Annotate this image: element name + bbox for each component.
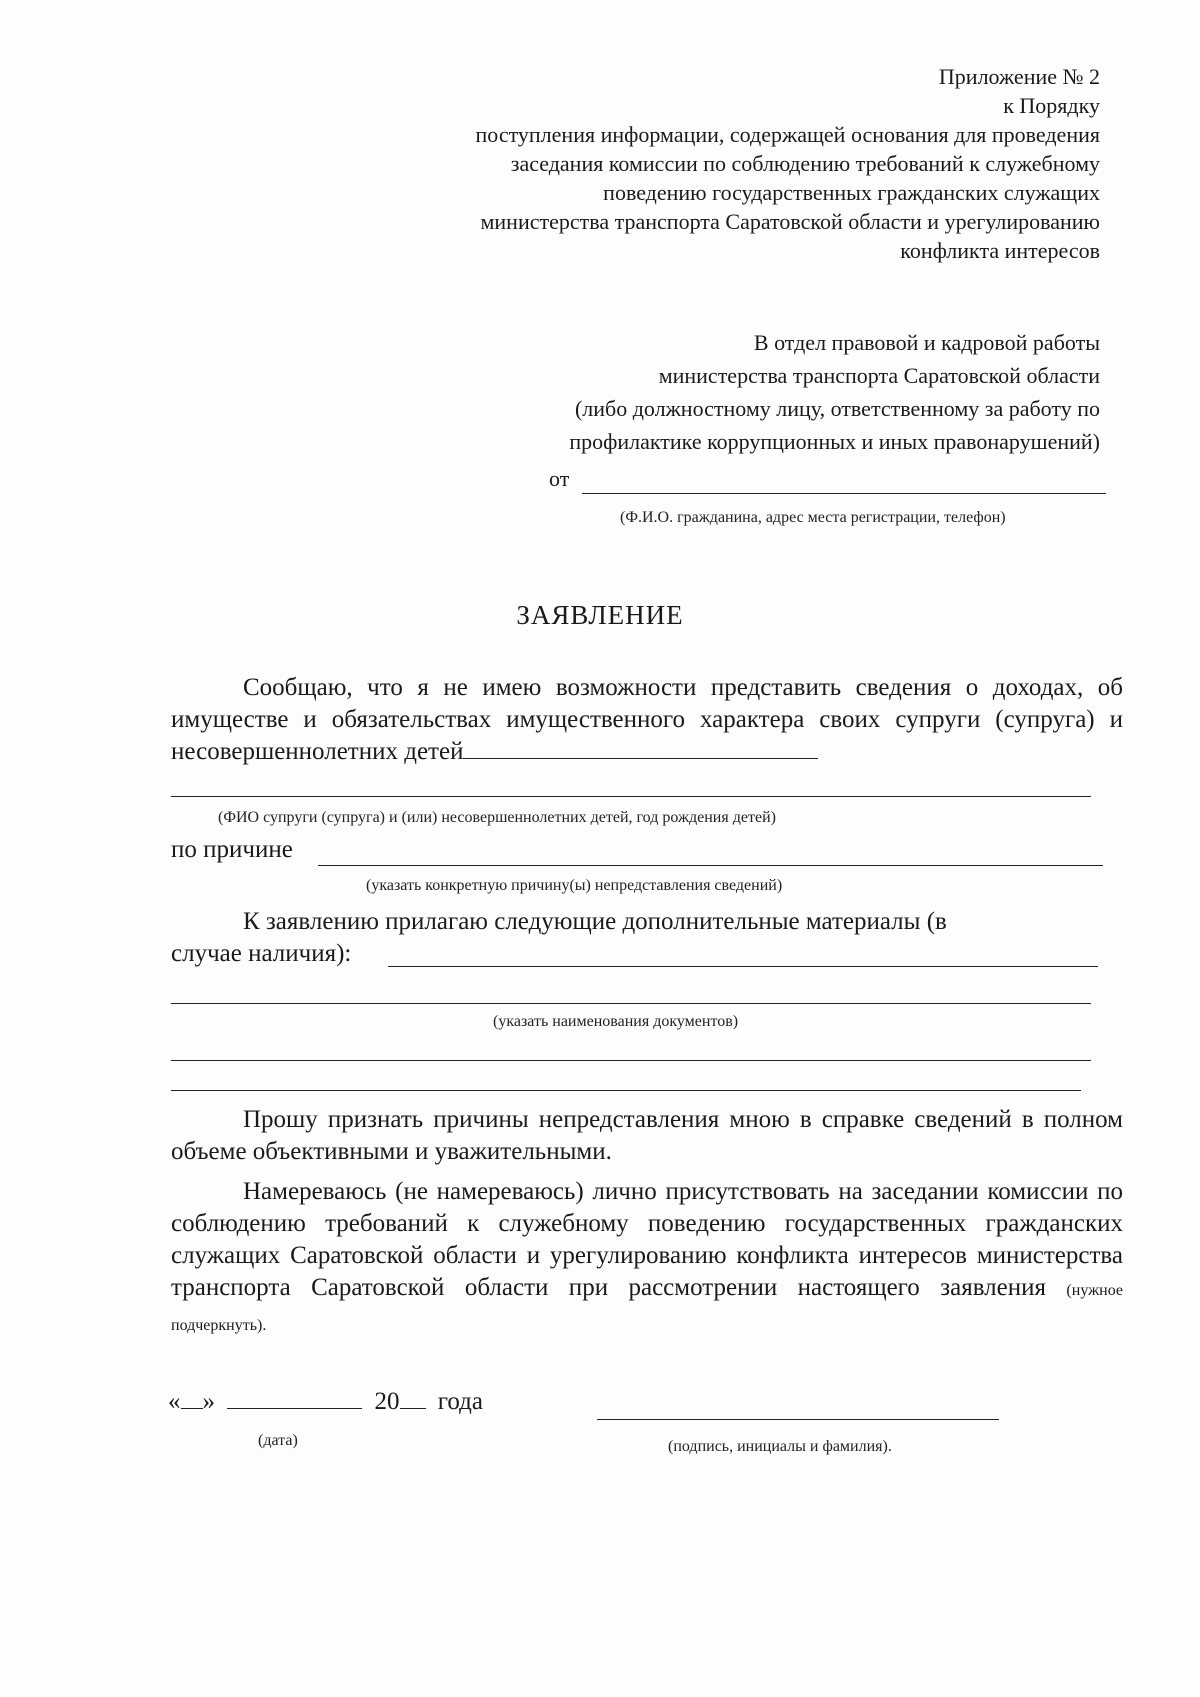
appendix-line-1: Приложение № 2 bbox=[938, 64, 1100, 89]
day-blank[interactable] bbox=[181, 1408, 203, 1409]
appendix-line-6: министерства транспорта Саратовской области и урегулированию bbox=[480, 209, 1100, 234]
underline-note: (нужное подчеркнуть). bbox=[171, 1282, 1124, 1334]
reason-blank-line[interactable] bbox=[318, 865, 1103, 866]
date-close-quote: » bbox=[202, 1388, 215, 1415]
document-title: ЗАЯВЛЕНИЕ bbox=[516, 600, 684, 630]
year-word: года bbox=[437, 1388, 483, 1415]
addressee-block bbox=[400, 326, 1100, 458]
appendix-line-5: поведению государственных гражданских служащих bbox=[603, 180, 1100, 205]
attachments-blank-line-4[interactable] bbox=[171, 1090, 1081, 1091]
appendix-header bbox=[340, 62, 1100, 265]
appendix-line-3: поступления информации, содержащей основания для проведения bbox=[475, 122, 1100, 147]
attachments-caption: (указать наименования документов) bbox=[493, 1013, 739, 1030]
attachments-blank-line-3[interactable] bbox=[171, 1060, 1091, 1061]
year-blank[interactable] bbox=[400, 1408, 426, 1409]
year-prefix: 20 bbox=[374, 1388, 400, 1415]
signature-caption: (подпись, инициалы и фамилия). bbox=[668, 1438, 892, 1455]
paragraph-request: Прошу признать причины непредставления мною в справке сведений в полном объеме объективными и уважительными. bbox=[171, 1106, 1123, 1165]
appendix-line-2: к Порядку bbox=[1003, 93, 1100, 118]
reason-label: по причине bbox=[171, 836, 293, 863]
addressee-line-3: (либо должностному лицу, ответственному за работу по bbox=[574, 396, 1100, 421]
spouse-children-blank-line-2[interactable] bbox=[171, 796, 1091, 797]
addressee-line-2: министерства транспорта Саратовской области bbox=[658, 363, 1100, 388]
from-blank-line[interactable] bbox=[582, 493, 1106, 494]
paragraph-income-info bbox=[171, 672, 1123, 768]
from-caption: (Ф.И.О. гражданина, адрес места регистрации, телефон) bbox=[620, 509, 1006, 526]
from-label: от bbox=[549, 466, 570, 491]
month-blank[interactable] bbox=[227, 1408, 362, 1409]
appendix-line-7: конфликта интересов bbox=[900, 238, 1100, 263]
spouse-children-caption: (ФИО супруги (супруга) и (или) несовершеннолетних детей, год рождения детей) bbox=[218, 809, 776, 826]
paragraph-income-text: Сообщаю, что я не имею возможности представить сведения о доходах, об имуществе и обязательствах имущественного характера своих супруги (супруга) и несовершеннолетних детей bbox=[171, 674, 1123, 765]
reason-caption: (указать конкретную причину(ы) непредставления сведений) bbox=[366, 877, 783, 894]
date-row bbox=[168, 1388, 483, 1416]
attachments-text-1: К заявлению прилагаю следующие дополнительные материалы (в bbox=[243, 908, 947, 935]
addressee-line-4: профилактике коррупционных и иных правонарушений) bbox=[569, 429, 1100, 454]
signature-blank-line[interactable] bbox=[597, 1419, 999, 1420]
addressee-line-1: В отдел правовой и кадровой работы bbox=[753, 330, 1100, 355]
attachments-blank-line-1[interactable] bbox=[388, 966, 1098, 967]
spouse-children-blank-line[interactable] bbox=[463, 758, 818, 759]
paragraph-attendance bbox=[171, 1176, 1123, 1342]
date-caption: (дата) bbox=[258, 1432, 298, 1449]
paragraph-attendance-text: Намереваюсь (не намереваюсь) лично присутствовать на заседании комиссии по соблюдению требований к служебному поведению государственных гражданских служащих Саратовской области и урегулированию конфликта интересов министерства транспорта Саратовской области при рассмотрении настоящего заявления bbox=[171, 1178, 1123, 1301]
appendix-line-4: заседания комиссии по соблюдению требований к служебному bbox=[510, 151, 1100, 176]
date-open-quote: « bbox=[168, 1388, 181, 1415]
attachments-blank-line-2[interactable] bbox=[171, 1003, 1091, 1004]
from-field[interactable] bbox=[549, 464, 1129, 498]
attachments-text-2: случае наличия): bbox=[171, 940, 352, 967]
